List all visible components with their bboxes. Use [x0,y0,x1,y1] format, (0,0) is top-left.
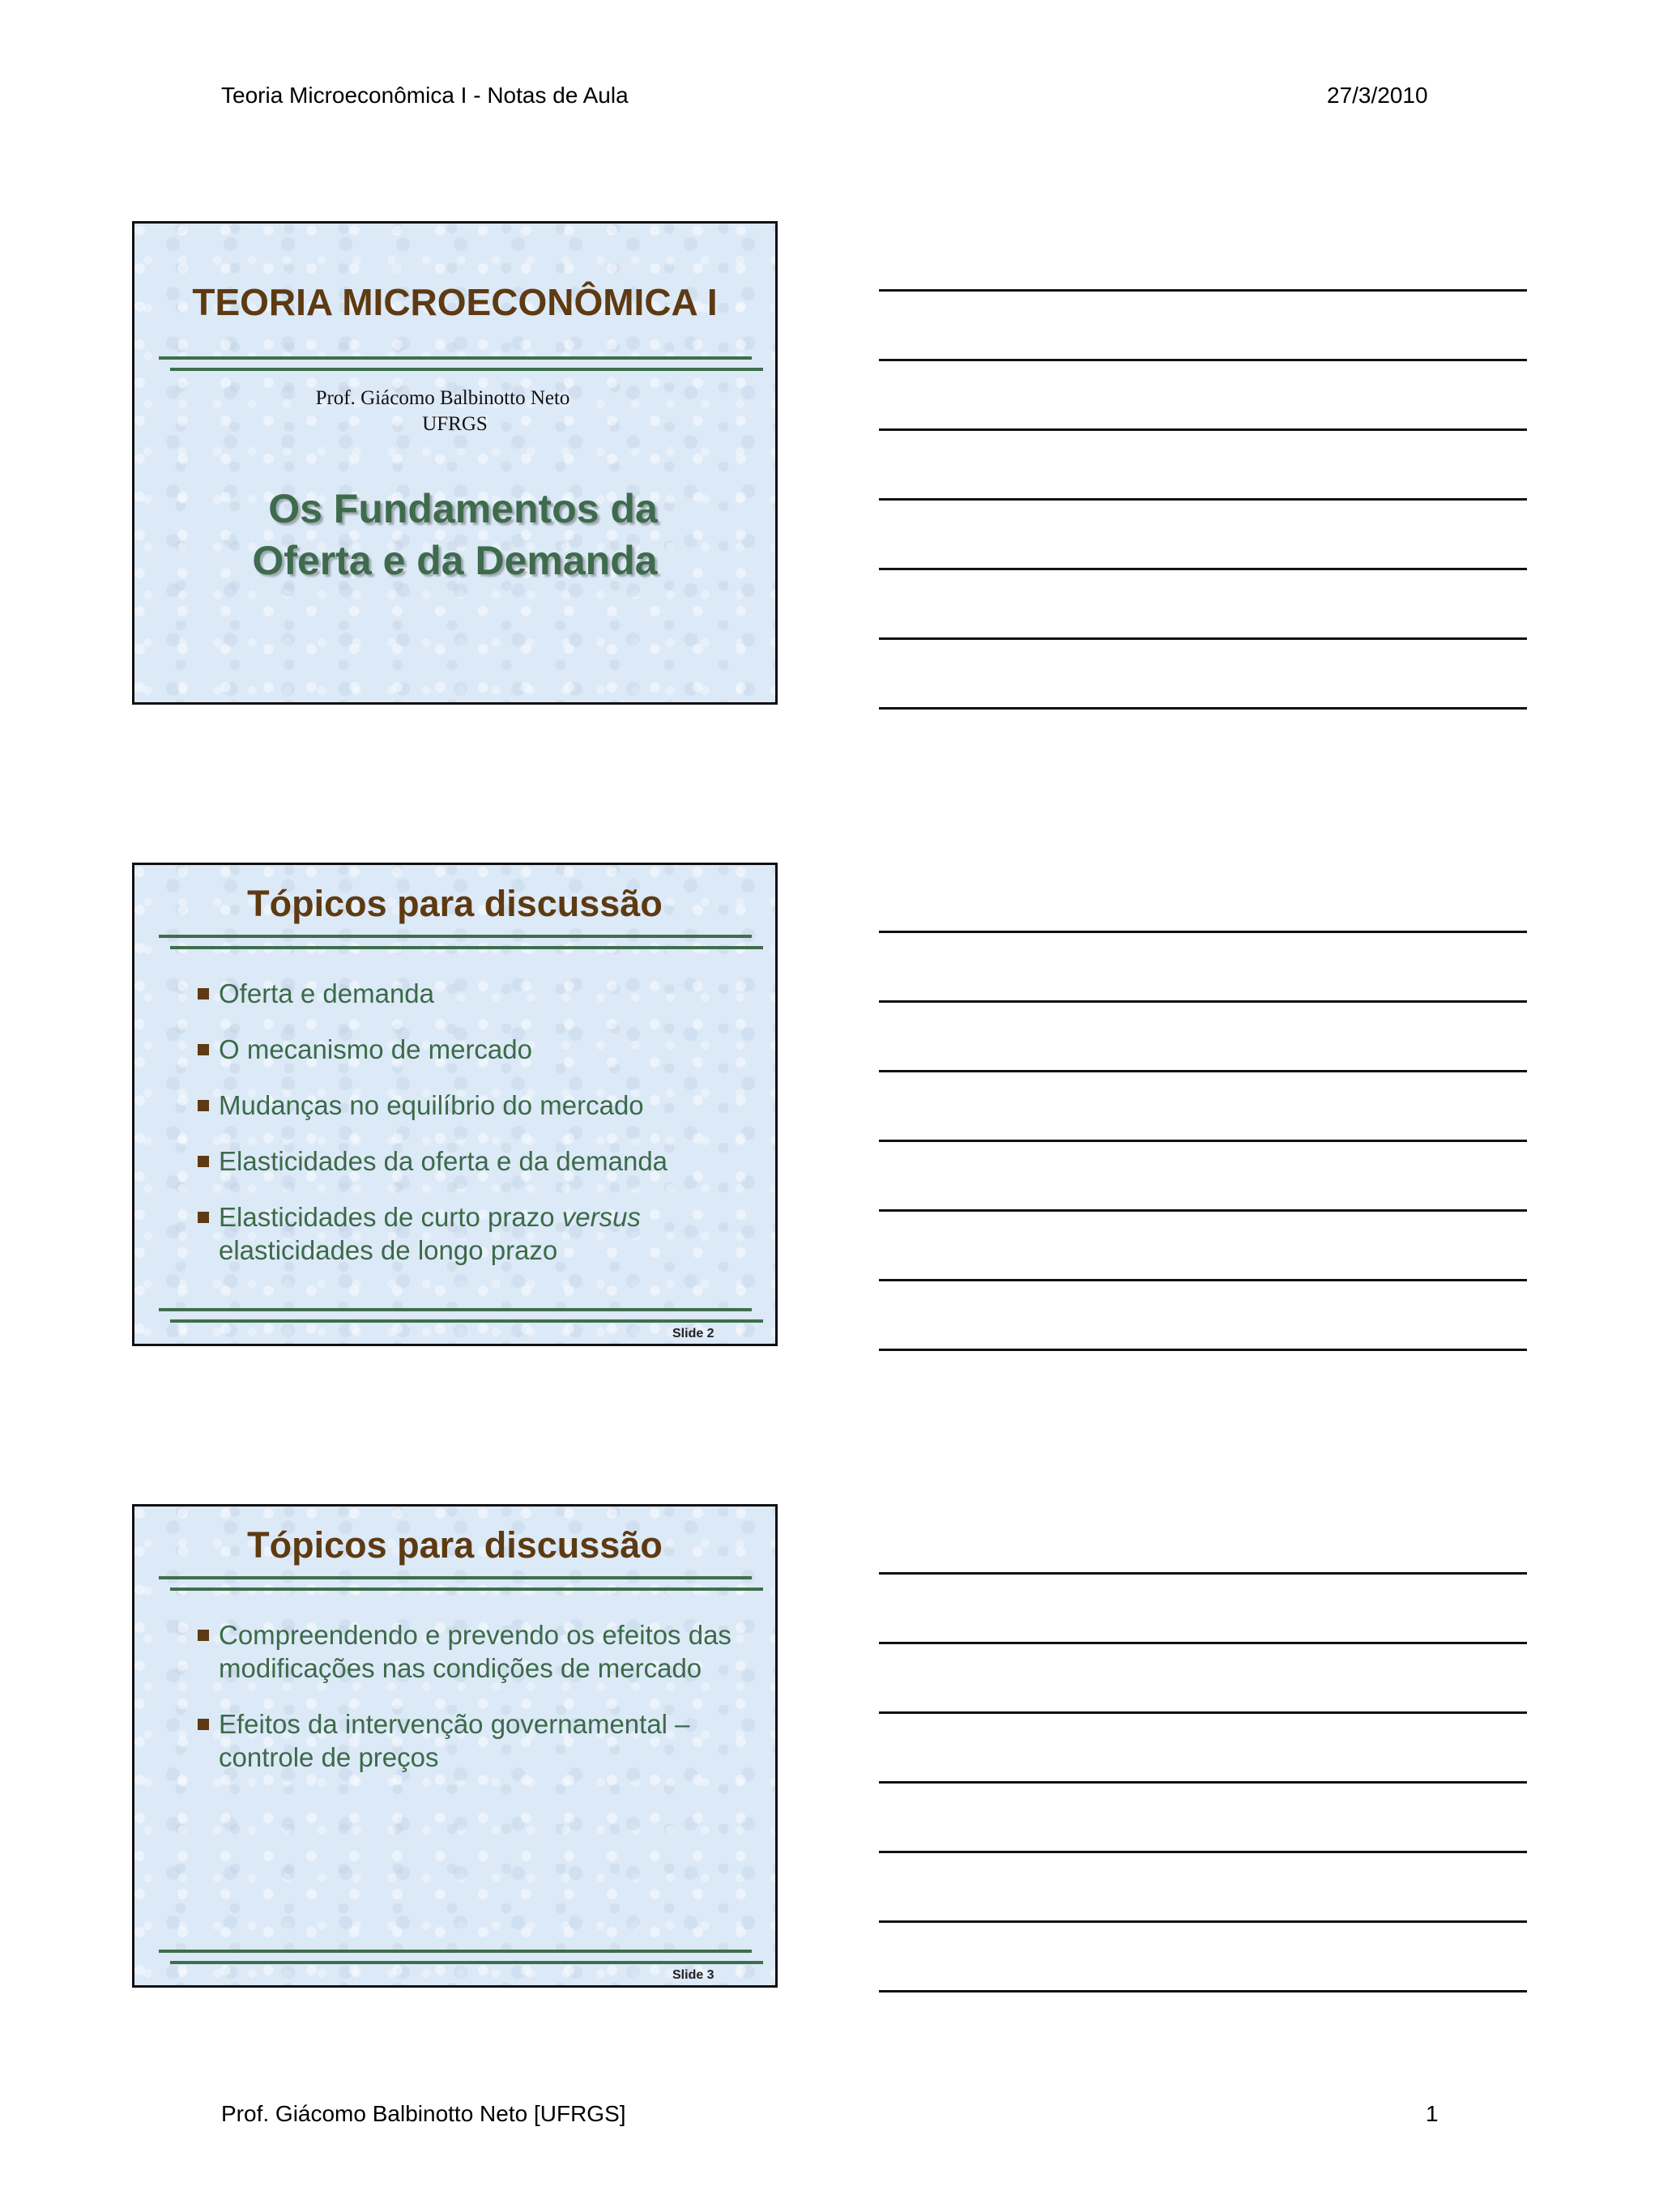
slide-1-author-block [134,386,775,437]
slide-3-title: Tópicos para discussão [247,1524,663,1566]
list-item [198,977,667,1010]
slide-2-bullet-list [198,977,667,1267]
list-item [198,1089,667,1122]
page-footer-author: Prof. Giácomo Balbinotto Neto [UFRGS] [221,2101,626,2126]
slide-1 [132,221,778,705]
bullet-text: Elasticidades da oferta e da demanda [219,1146,668,1176]
bullet-text: Efeitos da intervenção governamental – controle de preços [219,1709,690,1772]
note-line [879,1642,1527,1644]
footer-rule-bottom [170,1319,763,1323]
footer-rule-top [159,1950,752,1953]
title-rule-bottom [170,946,763,949]
footer-rule-top [159,1308,752,1311]
slide-2 [132,863,778,1346]
note-line [879,359,1527,361]
note-line [879,1140,1527,1142]
list-item [198,1033,667,1066]
list-item [198,1707,732,1774]
bullet-square-icon [198,1212,209,1223]
page-header-date: 27/3/2010 [1327,83,1428,108]
bullet-square-icon [198,988,209,999]
page-number: 1 [1426,2101,1439,2126]
bullet-text: O mecanismo de mercado [219,1034,532,1064]
note-line [879,289,1527,292]
bullet-text: Mudanças no equilíbrio do mercado [219,1090,644,1120]
note-line [879,568,1527,570]
bullet-text: Oferta e demanda [219,978,434,1008]
title-rule-top [159,1576,752,1579]
note-line [879,637,1527,640]
list-item [198,1144,667,1178]
slide-3-bullet-list [198,1618,732,1774]
bullet-italic-text: versus [561,1202,641,1232]
bullet-square-icon [198,1044,209,1055]
title-rule-bottom [170,1588,763,1591]
slide-number: Slide 2 [672,1327,714,1340]
slide-1-subtitle [134,483,775,586]
bullet-text: Elasticidades de curto prazo [219,1202,562,1232]
slide-1-title: TEORIA MICROECONÔMICA I [192,281,718,323]
note-line [879,1711,1527,1714]
note-line [879,1070,1527,1072]
footer-rule-bottom [170,1961,763,1964]
slide-1-author: Prof. Giácomo Balbinotto Neto [315,387,570,409]
bullet-square-icon [198,1156,209,1167]
bullet-square-icon [198,1630,209,1641]
list-item [198,1618,732,1685]
note-line [879,1920,1527,1923]
note-line [879,1279,1527,1281]
note-line [879,498,1527,501]
slide-3 [132,1504,778,1988]
note-line [879,707,1527,710]
title-rule-bottom [170,368,763,371]
title-rule-top [159,935,752,938]
list-item [198,1200,667,1267]
note-line [879,1851,1527,1853]
note-line [879,1781,1527,1784]
bullet-square-icon [198,1719,209,1730]
slide-1-subtitle-line2: Oferta e da Demanda [252,538,658,583]
slide-1-institution: UFRGS [422,413,488,435]
bullet-square-icon [198,1100,209,1111]
note-line [879,1349,1527,1351]
slide-number: Slide 3 [672,1968,714,1982]
title-rule-top [159,356,752,360]
bullet-text-continued: elasticidades de longo prazo [219,1235,558,1265]
note-line [879,1209,1527,1212]
note-line [879,428,1527,431]
page-header-title: Teoria Microeconômica I - Notas de Aula [221,83,629,108]
slide-1-subtitle-line1: Os Fundamentos da [268,486,658,531]
note-line [879,931,1527,933]
note-line [879,1572,1527,1575]
bullet-text: Compreendendo e prevendo os efeitos das modificações nas condições de mercado [219,1620,731,1683]
note-line [879,1000,1527,1003]
slide-2-title: Tópicos para discussão [247,883,663,924]
note-line [879,1990,1527,1993]
